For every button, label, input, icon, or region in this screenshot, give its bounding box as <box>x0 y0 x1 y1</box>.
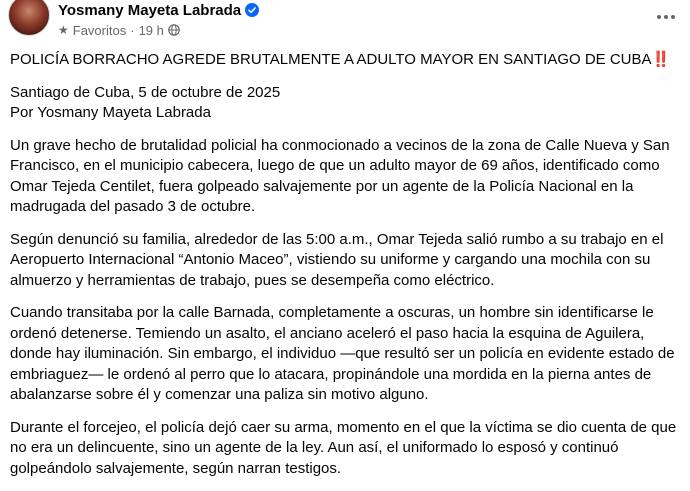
author-name[interactable]: Yosmany Mayeta Labrada <box>58 1 242 19</box>
meta-separator: · <box>130 22 135 38</box>
globe-icon[interactable] <box>168 24 180 36</box>
post-paragraph: Durante el forcejeo, el policía dejó caer su arma, momento en el que la víctima se dio cuenta de que no era un delincuente, sino un agente de la ley. Aun así, el uniformado lo esposó y continuó golpeándolo salvajemente, según narran testigos. <box>10 418 677 477</box>
post-meta <box>58 22 180 38</box>
more-options-icon[interactable] <box>652 6 680 28</box>
post-dateline-block <box>10 83 688 124</box>
post-content <box>10 50 688 491</box>
post-header <box>0 0 690 42</box>
post-title <box>10 50 688 71</box>
post-paragraph: Un grave hecho de brutalidad policial ha conmocionado a vecinos de la zona de Calle Nueva y San Francisco, en el municipio cabecera, luego de que un adulto mayor de 69 años, identificado como Omar Tejeda Centilet, fuera golpeado salvajemente por un agente de la Policía Nacional en la madrugada del pasado 3 de octubre. <box>10 136 670 215</box>
audience-label[interactable]: Favoritos <box>72 22 127 38</box>
post-dateline: Santiago de Cuba, 5 de octubre de 2025 <box>10 83 281 101</box>
avatar[interactable] <box>8 0 50 36</box>
post-paragraph: Según denunció su familia, alrededor de las 5:00 a.m., Omar Tejeda salió rumbo a su trabajo en el Aeropuerto Internacional “Antonio Maceo”, vistiendo su uniforme y cargando una mochila con su almuerzo y herramientas de trabajo, pues se desempeña como eléctrico. <box>10 230 664 289</box>
double-exclamation-emoji: ‼️ <box>651 51 671 68</box>
post-time[interactable]: 19 h <box>138 22 164 38</box>
post-paragraph: Cuando transitaba por la calle Barnada, completamente a oscuras, un hombre sin identificarse le ordenó detenerse. Temiendo un asalto, el anciano aceleró el paso hacia la esquina de Aguilera, donde hay iluminación. Sin embargo, el individuo —que resultó ser un policía en evidente estado de embriaguez— le ordenó al perro que lo atacara, propinándole una mordida en la pierna antes de abalanzarse sobre él y comenzar una paliza sin motivo alguno. <box>10 304 675 403</box>
author-row <box>58 1 259 19</box>
star-icon: ★ <box>58 23 69 37</box>
post-byline: Por Yosmany Mayeta Labrada <box>10 104 211 121</box>
verified-badge-icon <box>245 3 259 17</box>
post-title-text: POLICÍA BORRACHO AGREDE BRUTALMENTE A ADULTO MAYOR EN SANTIAGO DE CUBA <box>10 51 652 68</box>
